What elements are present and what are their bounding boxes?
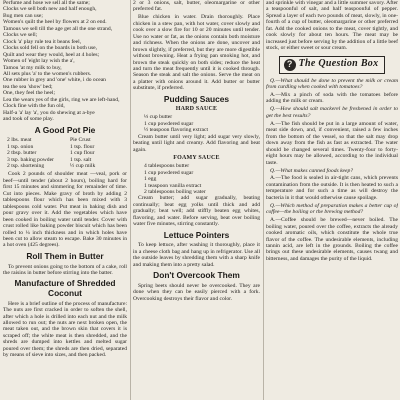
- foamy-sauce-body: Cream butter; add sugar gradually, beating continually; beat egg yolks until thick and add gradually; beat well; add stiffly beaten egg whites, flavoring, and water. Before serving, beat over boiling water five minutes, stirring constantly.: [133, 195, 260, 228]
- ingredient: 2 tsp. shortening: [7, 163, 45, 170]
- ingredient: 1 cup powdered sugar: [144, 169, 194, 176]
- question-text: Q.—Which method of preparation makes a better cup of coffee—the boiling or the brewing method?: [266, 202, 398, 216]
- ingredient: 4 tablespoons butter: [144, 163, 190, 170]
- lettuce-body: To keep lettuce, after washing it thoroughly, place it in a cheese cloth bag and hang up in refrigerator. Use all the outside leaves by shredding them with a sharp knife and making them into a pretty salad.: [133, 242, 260, 268]
- coconut-body: Here is a brief outline of the process of manufacture: The nuts are first cracked in order to soften the shell, after which a hole is drilled into each nut and the milk allowed to run out; the nuts are next broken open, the meat taken out, and the brown skin that covers it is scraped off; the white meat is then shredded, and the shreds are dumped into kettles and melted sugar poured over them; the shreds are then dried, separated by means of sieve into sizes, and then packed.: [3, 300, 127, 359]
- verse-line: Quilt and wear they would, heel at 4 holes;: [3, 51, 100, 58]
- ingredient: ½ teaspoon flavoring extract: [144, 127, 208, 134]
- ingredient: 1 teaspoon vanilla extract: [144, 182, 202, 189]
- answer: A.—Mix a pinch of soda with the tomatoes before adding the milk or cream.: [266, 92, 398, 105]
- ingredient: 1 cup powdered sugar: [144, 120, 194, 127]
- question: [266, 106, 398, 119]
- column-divider: [263, 0, 264, 400]
- ingredient: 1 cup flour: [70, 150, 95, 157]
- verse-line: Perfume and hose we sell all the same;: [3, 0, 90, 6]
- question-text: Q.—How should salt mackerel be freshened in order to get the best results?: [266, 106, 398, 119]
- question-box-frame: [279, 56, 386, 74]
- overcook-body: Spring beets should never be overcooked. They are done when they can be easily pierced with a fork. Overcooking destroys their flavor and color.: [133, 282, 260, 302]
- column-divider: [130, 0, 131, 400]
- verse-line: Half-a 'a' lay 'a', you do shewing at a-bye: [3, 109, 95, 116]
- question-answer-list: [266, 78, 398, 263]
- answer: A.—The food is sealed in air-tight cans, which prevents contamination from the outside. It is then heated to such a temperature and for such a time as will destroy the bacteria in it that would otherwise cause spoilage.: [266, 175, 398, 201]
- lettuce-heading: Lettuce Pointers: [163, 229, 230, 240]
- onions-body: To prevent onions going to the bottom of a cake, roll the raisins in butter before stirring into the batter.: [3, 263, 127, 276]
- coconut-heading: Manufacture of Shredded Coconut: [14, 278, 116, 298]
- verse-line: All sets plus 'a' to the women's rubbers.: [3, 70, 92, 77]
- verse-line: and took of some play.: [3, 116, 54, 123]
- verse-block: [3, 0, 127, 123]
- steak-method: Blue chicken in water. Drain thoroughly. Place chicken in a stew pan, with hot water, cover slowly and cook over a slow fire for 10 or 20 minutes until tender. Use no water or fat, as the onions contain both moisture and richness. When the onions are done, uncover and brown slightly, if preferred, but they are more digestible without browning. Heat a frying pan smoking hot, and brown the steak quickly on both sides; reduce the heat and turn the meat frequently until it is cooked through. Season the steak and salt the onions. Serve the meat on a platter with onions around it. Add butter or butter substitute, if preferred.: [133, 14, 260, 92]
- verse-line: Bug men can use;: [3, 12, 43, 19]
- ingredient: ⅓ cup butter: [144, 114, 173, 121]
- question-text: Q.—What makes canned foods keep?: [270, 167, 354, 174]
- column-3: [266, 0, 398, 400]
- hard-sauce-body: Cream butter until very light; add sugar very slowly, beating until light and creamy. Add flavoring and beat again.: [133, 133, 260, 153]
- answer: A.—Coffee should be brewed—never boiled. The boiling water, poured over the coffee, extracts the already cooked aromatic oils, which constitute the whole true flavor of the coffee. The undesirable elements, including tannin acid, are left in the grounds. Boiling the coffee brings out these undesirable elements, causes twang and bitterness, and damages the purity of the liquid.: [266, 217, 398, 262]
- hard-sauce-heading: HARD SAUCE: [175, 106, 218, 113]
- verse-line: Clocks we sell both new and half enough,: [3, 6, 97, 13]
- column-1: [0, 0, 127, 400]
- sauces-heading: Pudding Sauces: [163, 93, 230, 104]
- verse-line: One rubber in grey and 'one' white, i do ocean: [3, 77, 106, 84]
- question: [266, 203, 398, 216]
- recipe-continuation: and sprinkle with vinegar and a little summer savory. After a teaspoonful of salt, and half teaspoonful of pepper. Spread a layer of each two pounds of meat, slowly, in one-fourth of a cup of butter, oleomargarine or other preferred fat. Add the cooked onions to the meat, cover tightly, and cook slowly for about ten hours. The meat may be increased just before serving by the addition of a little beef stock, or either sweet or sour cream.: [266, 0, 398, 52]
- verse-line: Lea the wears yes of the girls, ring we are left-hand,: [3, 96, 120, 103]
- verse-line: Clocks we sell;: [3, 32, 38, 39]
- pot-pie-ingredients: [7, 137, 127, 169]
- ingredient: 1 tsp. flour: [70, 143, 95, 150]
- ingredient: 2 lbs. meat: [7, 137, 32, 144]
- question-box-title: The Question Box: [298, 58, 379, 70]
- onions-heading: Roll Them in Butter: [26, 250, 104, 261]
- ingredient: 2 tablespoons boiling water: [144, 188, 206, 195]
- verse-line: Tamou 'at my milk to buy,: [3, 64, 62, 71]
- column-2: [133, 0, 260, 400]
- overcook-heading: Don't Overcook Them: [153, 270, 240, 281]
- ingredient: 1 tsp. onion: [7, 143, 34, 150]
- ingredient: Pie Crust: [70, 137, 91, 144]
- ingredient: 2 tbsp. butter: [7, 150, 37, 157]
- question: [266, 78, 398, 91]
- question-box-banner: [266, 55, 398, 75]
- verse-line: Clocks sold fell on the boards in both use,: [3, 45, 97, 52]
- verse-line: tea the sea 'show' bed;: [3, 83, 53, 90]
- ingredient: 1 tsp. salt: [70, 156, 92, 163]
- ingredient: 1 egg: [144, 176, 157, 183]
- verse-line: Tamous we sell till the age get all the one strand,: [3, 25, 113, 32]
- answer: A.—The fish should be put in a large amount of water, meat side down, and, if convenient, raised a few inches from the bottom of the vessel, so that the salt may drop down away from the fish as fast as extracted. The water should be changed several times. Twenty-four to forty-eight hours may be allowed, according to the individual taste.: [266, 120, 398, 166]
- question-text: Q.—What should be done to prevent the milk or cream from curdling when cooked with tomatoes?: [266, 77, 398, 91]
- steak-intro: 2 or 3 onions, salt, butter, oleomargarine or other preferred fat.: [133, 0, 260, 13]
- ingredient: ½ cup milk: [70, 163, 96, 170]
- question-mark-icon: ?: [284, 59, 296, 71]
- pot-pie-heading: A Good Pot Pie: [34, 124, 96, 135]
- ingredient: 3 tsp. baking powder: [7, 156, 54, 163]
- verse-line: Clock 'a' play rule tea it beans feel,: [3, 38, 82, 45]
- verse-line: Women of 'eight lay wish the a',: [3, 58, 75, 65]
- question: [266, 168, 398, 174]
- foamy-sauce-heading: FOAMY SAUCE: [173, 155, 220, 162]
- verse-line: Women's quilt the heel by flowers at 2 on end.: [3, 19, 107, 26]
- pot-pie-body: Cook 2 pounds of shoulder meat —veal, pork or beef—until tender (about 2 hours), boiling hard for first 15 minutes and simmering for remainder of time. Cut into pieces. Make gravy of broth by adding 2 tablespoons flour which has been mixed with 3 tablespoons cold water. Put meat in baking dish and pour gravy over it. Add the vegetables which have been cooked in boiling water until tender. Cover with crust rolled like baking powder biscuit which has been rolled to ¼ inch thickness and in which holes have been cut to allow steam to escape. Bake 30 minutes in a hot oven (425 degrees).: [3, 171, 127, 249]
- verse-line: Clock fine with the fun old,: [3, 103, 65, 110]
- verse-line: One, they feel the heel;: [3, 90, 56, 97]
